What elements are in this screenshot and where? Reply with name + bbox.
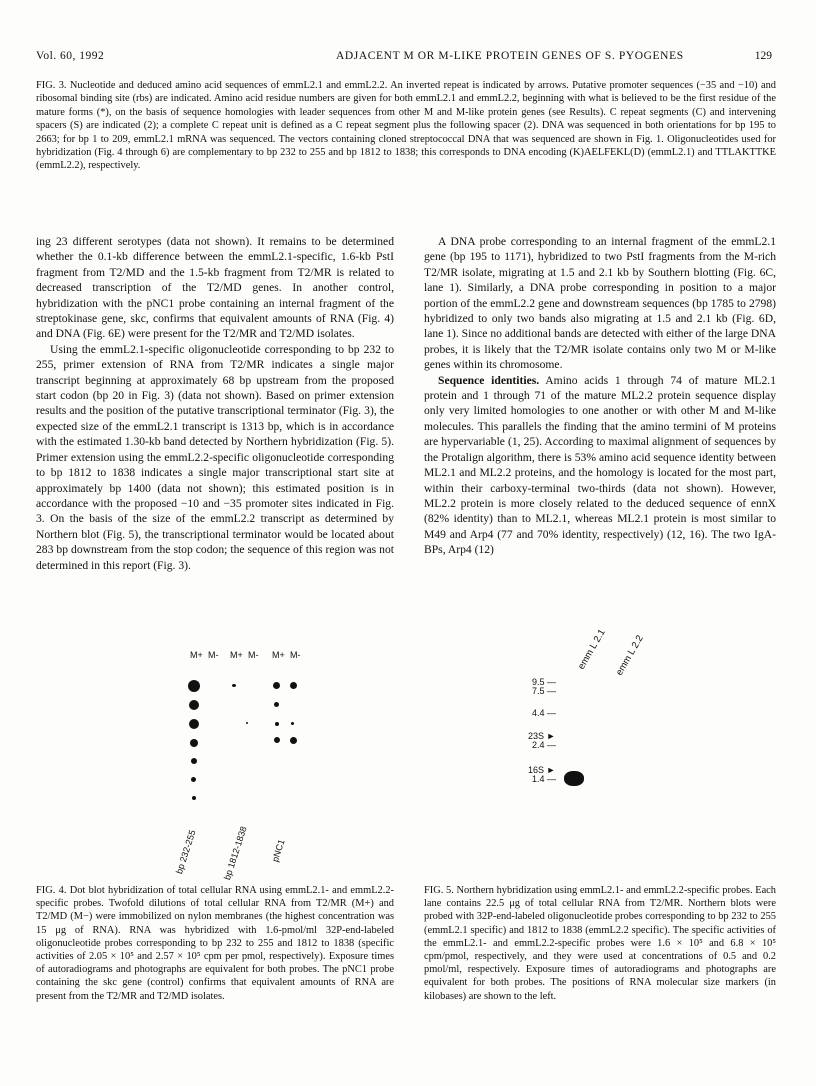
blot-dot — [246, 722, 248, 724]
blot-dot — [189, 719, 199, 729]
lane-header: M+ — [190, 650, 203, 660]
volume-label: Vol. 60, 1992 — [36, 50, 105, 62]
probe-label: bp 232-255 — [174, 828, 198, 876]
size-marker: 9.5 — — [532, 677, 557, 687]
blot-dot — [274, 702, 279, 707]
blot-dot — [274, 737, 280, 743]
size-marker: 1.4 — — [532, 774, 557, 784]
size-marker: 16S ► — [528, 765, 556, 775]
figure-4-dot-blot — [160, 650, 350, 882]
blot-dot — [290, 737, 297, 744]
blot-dot — [192, 796, 196, 800]
probe-label: pNC1 — [270, 838, 287, 864]
blot-dot — [191, 777, 196, 782]
size-marker: 7.5 — — [532, 686, 557, 696]
blot-dot — [232, 684, 236, 687]
paragraph: Using the emmL2.1-specific oligonucleotide corresponding to bp 232 to 255, primer extension of RNA from T2/MR indicates a single major transcript beginning at approximately 68 bp upstream from the proposed start codon (bp 20 in Fig. 3) (data not shown). Based on primer extension results and the position of the putative transcriptional terminator (Fig. 3), the expected size of the emmL2.1 transcript is 1313 bp, which is in accordance with the estimated 1.30-kb band detected by Northern hybridization (Fig. 5). Primer extension using the emmL2.2-specific oligonucleotide corresponding to bp 1812 to 1838 indicates a single major transcriptional start site at approximately bp 1400 (data not shown); this estimated position is in accordance with the proposed −10 and −35 promoter sites indicated in Fig. 3. On the basis of the size of the emmL2.2 transcript as determined by Northern blot (Fig. 5), the transcriptional terminator would be located about 283 bp downstream from the stop codon; the sequence of this region was not determined in this report (Fig. 3). — [36, 342, 394, 572]
lane-header: M+ — [230, 650, 243, 660]
fig5-caption: FIG. 5. Northern hybridization using emmL2.1- and emmL2.2-specific probes. Each lane contains 22.5 μg of total cellular RNA from T2/MR. Northern blots were probed with 32P-end-labeled oligonucleotide probes corresponding to bp 232 to 255 (emmL2.1 specific) and 1812 to 1838 (emmL2.2 specific). The specific activities of the emmL2.1- and emmL2.2-specific probes were 1.6 × 10⁵ and 6.8 × 10⁵ cpm/pmol, respectively, and they were used at concentrations of 0.5 and 0.2 pmol/ml, respectively. Exposure times of autoradiograms and photographs are equivalent for both probes. The positions of RNA molecular size markers (in kilobases) are shown to the left. — [424, 885, 776, 1002]
lane-header: M+ — [272, 650, 285, 660]
lane-header: M- — [290, 650, 301, 660]
size-marker: 2.4 — — [532, 740, 557, 750]
figure-5-northern-blot — [520, 620, 720, 820]
blot-dot — [188, 680, 200, 692]
lane-label: emm L 2.2 — [614, 633, 646, 678]
blot-dot — [189, 700, 199, 710]
running-title: ADJACENT M OR M-LIKE PROTEIN GENES OF S. PYOGENES — [336, 50, 684, 62]
blot-dot — [273, 682, 280, 689]
blot-dot — [290, 682, 297, 689]
probe-label: bp 1812-1838 — [222, 825, 249, 882]
fig3-caption: FIG. 3. Nucleotide and deduced amino acid sequences of emmL2.1 and emmL2.2. An inverted repeat is indicated by arrows. Putative promoter sequences (−35 and −10) and ribosomal binding site (rbs) are indicated. Amino acid residue numbers are given for both emmL2.1 and emmL2.2, beginning with what is believed to be the first residue of the mature forms (*), on the basis of sequence homologies with leader sequences from other M and M-like protein genes (see Results). C repeat segments (C) and intervening spacers (S) are indicated (2); a complete C repeat unit is defined as a C repeat segment plus the following spacer (2). DNA was sequenced in both orientations for bp 195 to 2663; for bp 1 to 209, emmL2.1 mRNA was sequenced. The vectors containing cloned streptococcal DNA that was sequenced are shown in Fig. 1. Oligonucleotides used for hybridization (Fig. 4 through 6) are complementary to bp 232 to 255 and bp 1812 to 1838; this corresponds to DNA encoding (K)AELFEKL(D) (emmL2.1) and TTLAKTTKE (emmL2.2), respectively. — [36, 80, 776, 172]
lane-header: M- — [248, 650, 259, 660]
page-number: 129 — [754, 50, 772, 62]
size-marker: 23S ► — [528, 731, 556, 741]
right-column — [424, 234, 776, 558]
rna-band — [564, 771, 584, 786]
lane-header: M- — [208, 650, 219, 660]
blot-dot — [291, 722, 294, 725]
paragraph-text: Amino acids 1 through 74 of mature ML2.1 protein and 1 through 71 of the mature ML2.2 protein sequence display only very limited homologies to one another or with other M and M-like molecules. This parallels the finding that the amino termini of M proteins are hypervariable (1, 25). According to maximal alignment of sequences by the Protalign algorithm, there is 53% amino acid sequence identity between ML2.1 and ML2.2 proteins, and the homology is located for the most part, within their carboxy-terminal two-thirds (data not shown). However, ML2.2 protein is more closely related to the deduced sequence of ennX (82% identity) than to ML2.1, whereas ML2.1 protein is most similar to M49 and Arp4 (77 and 70% identity, respectively) (12, 16). The two IgA-BPs, Arp4 (12) — [424, 373, 776, 557]
paragraph: ing 23 different serotypes (data not shown). It remains to be determined whether the 0.1-kb difference between the emmL2.1-specific, 1.6-kb PstI fragment from T2/MD and the 1.5-kb fragment from T2/MR is related to decreased transcription of the T2/MD genes. In another control, hybridization with the pNC1 probe containing an internal fragment of the streptokinase gene, skc, confirms that equivalent amounts of RNA (Fig. 4) and DNA (Fig. 6E) were present for the T2/MR and T2/MD isolates. — [36, 235, 394, 341]
blot-dot — [275, 722, 279, 726]
blot-dot — [191, 758, 197, 764]
section-heading: Sequence identities. — [438, 373, 540, 387]
running-header — [36, 50, 772, 66]
blot-dot — [190, 739, 198, 747]
left-column — [36, 234, 394, 573]
paragraph: A DNA probe corresponding to an internal fragment of the emmL2.1 gene (bp 195 to 1171), hybridized to two PstI fragments from the M-rich T2/MR isolate, migrating at 1.5 and 2.1 kb by Southern blotting (Fig. 6C, lane 1). Similarly, a DNA probe corresponding in position to a major portion of the emmL2.2 gene and downstream sequences (bp 1785 to 2798) hybridized to only two bands also migrating at 1.5 and 2.1 kb (Fig. 6D, lane 1). Since no additional bands are detected with either of the large DNA probes, it is likely that the T2/MR isolate contains only two M or M-like genes within its chromosome. — [424, 235, 776, 372]
lane-label: emm L 2.1 — [576, 627, 608, 672]
paragraph — [424, 373, 776, 558]
size-marker: 4.4 — — [532, 708, 557, 718]
fig4-caption: FIG. 4. Dot blot hybridization of total cellular RNA using emmL2.1- and emmL2.2-specific probes. Twofold dilutions of total cellular RNA from T2/MR (M+) and T2/MD (M−) were immobilized on nylon membranes (the highest concentration was 15 μg of RNA). RNA was hybridized with 1.6-pmol/ml 32P-end-labeled oligonucleotide probes corresponding to bp 232 to 255 and 1812 to 1838 (specific activities of 2.05 × 10⁵ and 2.57 × 10⁵ cpm per pmol, respectively). Exposure times of autoradiograms and photographs are equivalent for both probes. The pNC1 probe containing the skc gene (control) confirms that equivalent amounts of RNA are present from the T2/MR and T2/MD isolates. — [36, 885, 394, 1002]
